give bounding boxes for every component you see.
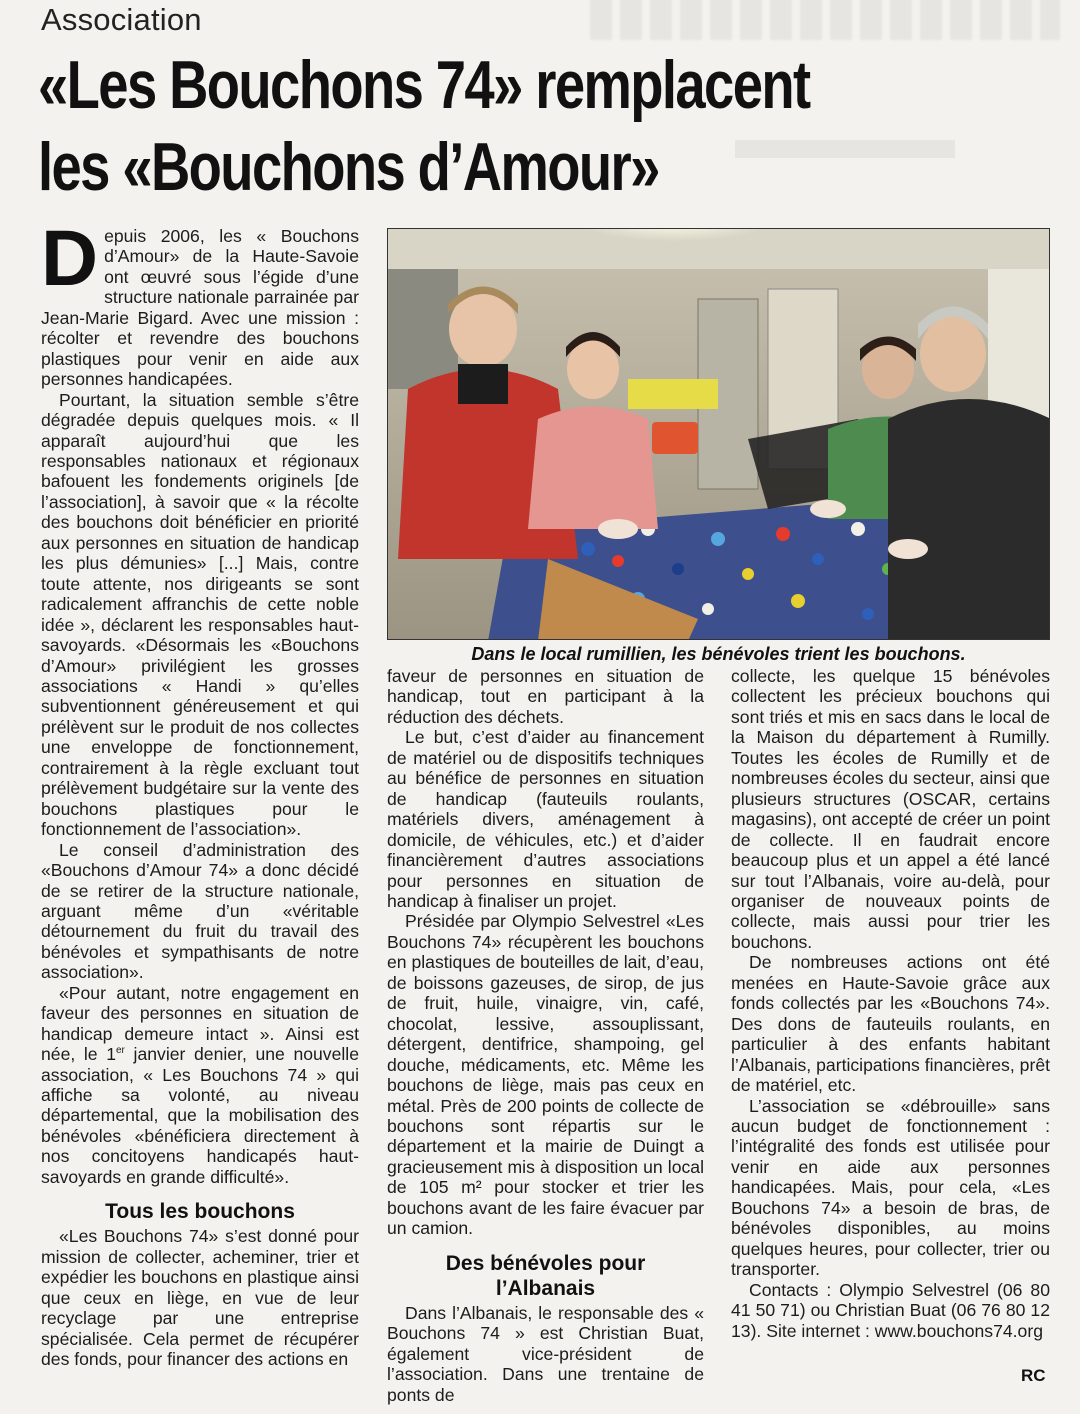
paragraph: «Les Bouchons 74» s’est donné pour mission de collecter, acheminer, trier et expédier les bouchons en plastique ainsi que ceux en liège, en vue de leur recyclage par une entreprise spécialisée. Cela permet de récupérer des fonds, pour financer des actions en [41, 1226, 359, 1370]
subheading: Tous les bouchons [105, 1200, 295, 1224]
subheading-line-2: l’Albanais [495, 1276, 596, 1300]
headline [38, 44, 838, 208]
paragraph: faveur de personnes en situation de handicap, tout en participant à la réduction des déchets. [387, 666, 704, 727]
paragraph [41, 213, 359, 390]
paragraph: collecte, les quelque 15 bénévoles collectent les précieux bouchons qui sont triés et mis en sacs dans le local de la Maison du département à Rumilly. Toutes les écoles de Rumilly et de nombreuses écoles du secteur, ainsi que plusieurs structures (OSCAR, certains magasins), ont accepté de créer un point de collecte. Il en faudrait encore beaucoup plus et un appel a été lancé sur tout l’Albanais, voire au-delà, pour organiser de nouveaux points de collecte, mais aussi pour trier les bouchons. [731, 666, 1050, 952]
photo-illustration [388, 229, 1050, 640]
bleed-through-text [590, 0, 1060, 40]
drop-cap: D [41, 213, 99, 302]
headline-line-1: «Les Bouchons 74» remplacent [38, 47, 810, 123]
paragraph: Dans l’Albanais, le responsable des « Bouchons 74 » est Christian Buat, également vice-président de l’association. Dans une trentaine de ponts de [387, 1302, 704, 1405]
paragraph: Le but, c’est d’aider au financement de matériel ou de dispositifs techniques au bénéfice de personnes en situation de handicap (fauteuils roulants, matériels divers, aménagement à domicile, de véhicules, etc.) et d’aider financièrement d’autres associations pour personnes en situation de handicap à finaliser un projet. [387, 727, 704, 911]
section-kicker: Association [41, 2, 202, 37]
paragraph: Le conseil d’administration des «Bouchons d’Amour 74» a donc décidé de se retirer de la structure nationale, arguant même d’un «véritable détournement du fruit du travail des bénévoles et sympathisants de notre association». [41, 839, 359, 983]
subheading-line-1: Des bénévoles pour [445, 1251, 646, 1275]
column-3 [731, 666, 1050, 1341]
headline-line-2: les «Bouchons d’Amour» [38, 129, 659, 205]
paragraph: Présidée par Olympio Selvestrel «Les Bouchons 74» récupèrent les bouchons en plastiques de bouteilles de lait, d’eau, de boissons gazeuses, de sirop, de jus de fruit, huile, vinaigre, vin, café, chocolat, lessive, assouplissant, détergent, dentifrice, shampoing, gel douche, médicaments, etc. Même les bouchons de liège, mais pas ceux en métal. Près de 200 points de collecte de bouchons sont répartis sur le département et la mairie de Duingt a gracieusement mis à disposition un local de 105 m² pour stocker et trier les bouchons avant de les faire évacuer par un camion. [387, 911, 704, 1239]
column-1 [41, 213, 359, 1370]
paragraph: Pourtant, la situation semble s’être dégradée depuis quelques mois. « Il apparaît aujourd’hui que les responsables nationaux et régionaux bafouent les fondements originels [de l’association], à savoir que « la récolte des bouchons doit bénéficier en priorité aux personnes en situation de handicap les plus démunies» [...] Mais, contre toute attente, nos dirigeants se sont radicalement affranchis de cette noble idée », déclarent les responsables haut-savoyards. «Désormais les «Bouchons d’Amour» privilégient les grosses associations « Handi » qu’elles subventionnent généreusement et qui prélèvent sur le produit de nos collectes une enveloppe de fonctionnement, contrairement à la règle excluant tout prélèvement budgétaire sur la vente des bouchons plastiques pour le fonctionnement de l’association». [41, 389, 359, 840]
volunteers-photo [387, 228, 1050, 640]
column-2 [387, 666, 704, 1405]
paragraph: «Pour autant, notre engagement en faveur des personnes en situation de handicap demeure intact ». Ainsi est née, le 1er janvier denier, une nouvelle association, « Les Bouchons 74 » qui affiche sa volonté, au niveau départemental, que la mobilisation des bénévoles «bénéficiera directement à nos concitoyens handicapés haut-savoyards en grande difficulté». [41, 982, 359, 1187]
paragraph: Contacts : Olympio Selvestrel (06 80 41 50 71) ou Christian Buat (06 76 80 12 13). Site internet : www.bouchons74.org [731, 1279, 1050, 1341]
paragraph-text: epuis 2006, les « Bouchons d’Amour» de la Haute-Savoie ont œuvré sous l’égide d’une structure nationale parrainée par Jean-Marie Bigard. Avec une mission : récolter et revendre des bouchons plastiques pour venir en aide aux personnes handicapées. [41, 226, 359, 390]
paragraph: L’association se «débrouille» sans aucun budget de fonctionnement : l’intégralité des fonds est utilisée pour venir en aide aux personnes handicapées. Mais, pour cela, «Les Bouchons 74» a besoin de bras, de bénévoles disponibles, au moins quelques heures, pour collecter, trier ou transporter. [731, 1095, 1050, 1280]
photo-caption: Dans le local rumillien, les bénévoles trient les bouchons. [471, 644, 966, 664]
subheading [387, 1251, 704, 1301]
paragraph: De nombreuses actions ont été menées en Haute-Savoie grâce aux fonds collectés par les «Bouchons 74». Des dons de fauteuils roulants, en particulier à des enfants habitant l’Albanais, participations financières, prêt de matériel, etc. [731, 952, 1050, 1096]
author-signature: RC [1021, 1366, 1046, 1385]
